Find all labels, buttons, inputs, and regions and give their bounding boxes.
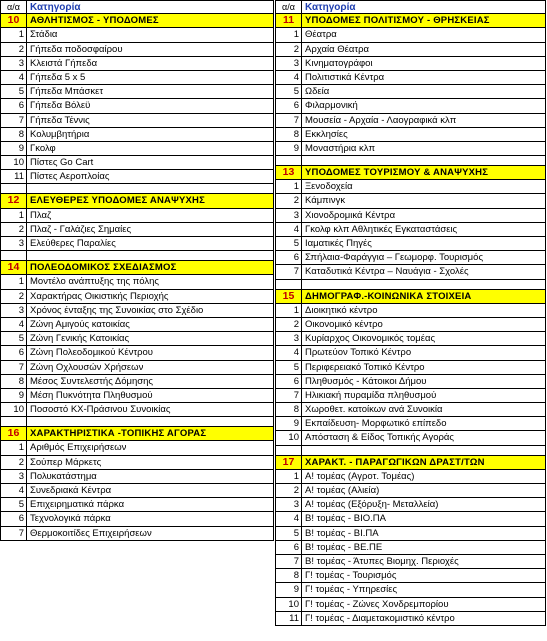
row-number: 6	[276, 541, 302, 554]
header-row	[0, 0, 274, 14]
row-label: Κολυμβητήρια	[30, 128, 90, 140]
table-row	[0, 484, 274, 498]
table-row	[275, 43, 546, 57]
row-label: Μέσος Συντελεστής Δόμησης	[30, 375, 154, 387]
spacer-cell	[276, 156, 302, 165]
table-row	[275, 431, 546, 445]
row-label: Οικονομικό κέντρο	[305, 318, 383, 330]
table-row	[275, 265, 546, 279]
row-label: Γ! τομέας - Ζώνες Χονδρεμπορίου	[305, 598, 449, 610]
spacer-cell	[276, 446, 302, 455]
table-row	[275, 114, 546, 128]
table-row	[275, 512, 546, 526]
row-number: 1	[276, 304, 302, 317]
table-row	[275, 598, 546, 612]
row-number: 4	[276, 512, 302, 525]
spacer-row	[275, 156, 546, 166]
row-number: 3	[276, 332, 302, 345]
section-header	[275, 14, 546, 28]
row-label: Ηλικιακή πυραμίδα πληθυσμού	[305, 389, 437, 401]
table-row	[275, 223, 546, 237]
spacer-row	[275, 280, 546, 290]
header-row	[275, 0, 546, 14]
row-label: Κλειστά Γήπεδα	[30, 57, 98, 69]
row-number: 4	[1, 484, 27, 497]
row-label: Ζώνη Γενικής Κατοικίας	[30, 333, 130, 345]
spacer-row	[0, 251, 274, 261]
table-row	[275, 85, 546, 99]
row-label: Εκπαίδευση- Μορφωτικό επίπεδο	[305, 418, 447, 430]
row-number: 2	[276, 43, 302, 56]
table-row	[0, 170, 274, 184]
row-label: Πολυκατάστημα	[30, 470, 97, 482]
table-row	[0, 332, 274, 346]
section-header	[275, 166, 546, 180]
right-table	[275, 0, 546, 626]
row-number: 3	[1, 237, 27, 250]
table-row	[0, 346, 274, 360]
table-row	[0, 28, 274, 42]
row-number: 5	[276, 361, 302, 374]
row-label: Πίστες Go Cart	[30, 157, 94, 169]
row-label: Ελεύθερες Παραλίες	[30, 238, 116, 249]
row-number: 3	[1, 57, 27, 70]
section-title: ΥΠΟΔΟΜΕΣ ΤΟΥΡΙΣΜΟΥ & ΑΝΑΨΥΧΗΣ	[305, 167, 489, 179]
table-row	[275, 583, 546, 597]
table-row	[275, 251, 546, 265]
row-number: 4	[1, 71, 27, 84]
table-row	[0, 498, 274, 512]
table-row	[275, 527, 546, 541]
row-label: Χαρακτήρας Οικιστικής Περιοχής	[30, 290, 169, 302]
row-number: 2	[276, 318, 302, 331]
row-number: 6	[276, 375, 302, 388]
row-label: Ζώνη Οχλουσών Χρήσεων	[30, 361, 144, 373]
row-number: 6	[1, 346, 27, 359]
section-number: 10	[1, 14, 27, 27]
row-label: Πρωτεύον Τοπικό Κέντρο	[305, 347, 412, 359]
table-row	[0, 275, 274, 289]
header-number: α/α	[1, 1, 27, 13]
table-row	[275, 28, 546, 42]
row-number: 5	[1, 85, 27, 98]
section-title: ΠΟΛΕΟΔΟΜΙΚΟΣ ΣΧΕΔΙΑΣΜΟΣ	[30, 262, 177, 274]
row-label: Αρχαία Θέατρα	[305, 43, 369, 55]
table-row	[275, 332, 546, 346]
section-header	[275, 456, 546, 470]
row-number: 2	[276, 194, 302, 207]
table-row	[0, 527, 274, 541]
header-label: Κατηγορία	[305, 2, 356, 13]
table-row	[275, 389, 546, 403]
section-number: 13	[276, 166, 302, 179]
section-number: 17	[276, 456, 302, 469]
row-label: Ιαματικές Πηγές	[305, 238, 372, 249]
row-number: 1	[1, 441, 27, 454]
row-number: 9	[276, 583, 302, 596]
row-label: Α! τομέας (Εξόρυξη- Μεταλλεία)	[305, 499, 439, 511]
table-row	[275, 484, 546, 498]
table-row	[275, 470, 546, 484]
row-number: 4	[276, 346, 302, 359]
row-number: 1	[1, 28, 27, 41]
row-number: 10	[1, 403, 27, 416]
row-label: Αριθμός Επιχειρήσεων	[30, 442, 127, 454]
row-number: 6	[1, 512, 27, 525]
table-row	[275, 99, 546, 113]
table-row	[275, 541, 546, 555]
section-title: ΧΑΡΑΚΤ. - ΠΑΡΑΓΩΓΙΚΩΝ ΔΡΑΣΤ/ΤΩΝ	[305, 456, 485, 468]
row-label: Γήπεδα Μπάσκετ	[30, 86, 104, 98]
row-label: Γ! τομέας - Τουρισμός	[305, 570, 397, 582]
row-number: 1	[276, 28, 302, 41]
table-row	[0, 403, 274, 417]
row-number: 1	[276, 180, 302, 193]
row-number: 11	[276, 612, 302, 625]
row-label: Γ! τομέας - Διαμετακομιστικό κέντρο	[305, 612, 455, 624]
table-row	[0, 85, 274, 99]
row-label: Εκκλησίες	[305, 128, 348, 140]
section-title: ΕΛΕΥΘΕΡΕΣ ΥΠΟΔΟΜΕΣ ΑΝΑΨΥΧΗΣ	[30, 195, 205, 207]
row-label: Ποσοστό ΚΧ-Πράσινου Συνοικίας	[30, 404, 171, 416]
table-row	[275, 403, 546, 417]
row-number: 6	[276, 99, 302, 112]
row-label: Καταδυτικά Κέντρα – Ναυάγια - Σχολές	[305, 266, 469, 278]
row-label: Διοικητικό κέντρο	[305, 304, 378, 316]
row-number: 9	[1, 142, 27, 155]
table-row	[0, 223, 274, 237]
table-row	[0, 361, 274, 375]
row-number: 7	[276, 389, 302, 402]
row-label: Μέση Πυκνότητα Πληθυσμού	[30, 389, 153, 401]
row-label: Πληθυσμός - Κάτοικοι Δήμου	[305, 375, 427, 387]
table-row	[275, 375, 546, 389]
row-number: 3	[1, 304, 27, 317]
table-row	[275, 180, 546, 194]
section-title: ΧΑΡΑΚΤΗΡΙΣΤΙΚΑ -ΤΟΠΙΚΗΣ ΑΓΟΡΑΣ	[30, 428, 207, 440]
table-row	[275, 71, 546, 85]
row-label: Φιλαρμονική	[305, 100, 358, 112]
row-number: 9	[1, 389, 27, 402]
table-row	[0, 512, 274, 526]
row-label: Ζώνη Αμιγούς κατοικίας	[30, 318, 130, 330]
row-number: 7	[1, 361, 27, 374]
row-number: 1	[1, 275, 27, 288]
row-label: Σούπερ Μάρκετς	[30, 456, 102, 468]
row-label: Πλαζ - Γαλάζιες Σημαίες	[30, 223, 132, 235]
section-header	[275, 290, 546, 304]
row-label: Γκολφ κλπ Αθλητικές Εγκαταστάσεις	[305, 223, 458, 235]
spacer-row	[0, 417, 274, 427]
row-number: 5	[276, 85, 302, 98]
row-label: Γ! τομέας - Υπηρεσίες	[305, 584, 398, 596]
row-label: Χρόνος ένταξης της Συνοικίας στο Σχέδιο	[30, 304, 204, 316]
section-number: 16	[1, 427, 27, 440]
row-label: Γήπεδα 5 x 5	[30, 71, 86, 83]
table-row	[275, 194, 546, 208]
row-label: Α! τομέας (Αλιεία)	[305, 485, 380, 496]
row-number: 5	[1, 498, 27, 511]
row-label: Κυρίαρχος Οικονομικός τομέας	[305, 333, 436, 345]
row-number: 2	[1, 223, 27, 236]
table-row	[275, 209, 546, 223]
row-label: Μουσεία - Αρχαία - Λαογραφικά κλπ	[305, 114, 457, 126]
row-number: 7	[276, 114, 302, 127]
row-number: 6	[276, 251, 302, 264]
row-number: 11	[1, 170, 27, 183]
row-label: Πίστες Αερoπλοίας	[30, 171, 110, 183]
table-row	[275, 555, 546, 569]
row-number: 5	[276, 527, 302, 540]
spacer-cell	[1, 184, 27, 193]
row-label: Τεχνολογικά πάρκα	[30, 513, 111, 525]
section-number: 12	[1, 194, 27, 207]
row-label: Β! τομέας - ΒΙΟ.ΠΑ	[305, 513, 386, 525]
section-number: 15	[276, 290, 302, 303]
row-number: 8	[1, 375, 27, 388]
row-number: 1	[276, 470, 302, 483]
table-row	[0, 71, 274, 85]
table-row	[275, 612, 546, 626]
table-row	[0, 389, 274, 403]
table-row	[0, 375, 274, 389]
row-number: 8	[276, 403, 302, 416]
row-number: 10	[276, 598, 302, 611]
table-row	[275, 318, 546, 332]
table-row	[275, 569, 546, 583]
header-number: α/α	[276, 1, 302, 13]
table-row	[0, 470, 274, 484]
row-label: Ζώνη Πολεοδομικού Κέντρου	[30, 347, 153, 359]
section-header	[0, 14, 274, 28]
row-number: 3	[276, 498, 302, 511]
row-number: 7	[276, 555, 302, 568]
table-row	[0, 142, 274, 156]
table-row	[275, 304, 546, 318]
table-row	[275, 417, 546, 431]
table-row	[275, 346, 546, 360]
row-number: 8	[276, 569, 302, 582]
table-row	[0, 156, 274, 170]
table-row	[275, 57, 546, 71]
table-row	[0, 237, 274, 251]
table-row	[275, 142, 546, 156]
section-header	[0, 427, 274, 441]
row-number: 4	[1, 318, 27, 331]
spacer-cell	[1, 251, 27, 260]
section-header	[0, 194, 274, 208]
section-header	[0, 261, 274, 275]
row-label: Θέατρα	[305, 29, 337, 41]
table-row	[275, 128, 546, 142]
row-label: Γήπεδα Βόλεϋ	[30, 100, 91, 112]
row-number: 10	[276, 431, 302, 444]
row-label: Θερμοκοιτίδες Επιχειρήσεων	[30, 527, 152, 539]
row-number: 4	[276, 223, 302, 236]
section-number: 14	[1, 261, 27, 274]
row-label: Γκολφ	[30, 142, 56, 154]
row-label: Μοναστήρια κλπ	[305, 142, 376, 154]
row-label: Απόσταση & Είδος Τοπικής Αγοράς	[305, 432, 454, 444]
row-label: Β! τομέας - ΒΕ.ΠΕ	[305, 541, 383, 553]
row-number: 6	[1, 99, 27, 112]
row-label: Β! τομέας - ΒΙ.ΠΑ	[305, 527, 379, 539]
spacer-cell	[1, 417, 27, 426]
table-row	[0, 209, 274, 223]
row-number: 8	[276, 128, 302, 141]
row-number: 7	[1, 114, 27, 127]
row-label: Πολιτιστικά Κέντρα	[305, 71, 385, 83]
table-row	[0, 99, 274, 113]
row-label: Χιονοδρομικά Κέντρα	[305, 209, 396, 221]
row-label: Β! τομέας - Άτυπες Βιομηχ. Περιοχές	[305, 555, 459, 567]
row-label: Σπήλαια-Φαράγγια – Γεωμορφ. Τουρισμός	[305, 252, 484, 264]
row-number: 2	[276, 484, 302, 497]
row-number: 2	[1, 43, 27, 56]
row-number: 3	[1, 470, 27, 483]
table-row	[0, 456, 274, 470]
row-label: Ξενοδοχεία	[305, 181, 353, 193]
table-row	[0, 441, 274, 455]
row-number: 9	[276, 417, 302, 430]
row-label: Συνεδριακά Κέντρα	[30, 485, 112, 496]
table-row	[275, 361, 546, 375]
spacer-cell	[276, 280, 302, 289]
row-number: 7	[276, 265, 302, 278]
table-row	[275, 498, 546, 512]
row-number: 2	[1, 456, 27, 469]
row-label: Ωδεία	[305, 86, 330, 98]
row-number: 5	[1, 332, 27, 345]
table-row	[0, 128, 274, 142]
table-row	[0, 57, 274, 71]
row-number: 3	[276, 57, 302, 70]
section-title: ΥΠΟΔΟΜΕΣ ΠΟΛΙΤΙΣΜΟΥ - ΘΡΗΣΚΕΙΑΣ	[305, 15, 490, 27]
row-number: 2	[1, 290, 27, 303]
row-number: 4	[276, 71, 302, 84]
table-row	[275, 237, 546, 251]
row-label: Πλαζ	[30, 209, 52, 221]
header-label: Κατηγορία	[30, 2, 81, 13]
section-title: ΑΘΛΗΤΙΣΜΟΣ - ΥΠΟΔΟΜΕΣ	[30, 15, 159, 27]
row-number: 1	[1, 209, 27, 222]
row-number: 3	[276, 209, 302, 222]
row-number: 10	[1, 156, 27, 169]
table-row	[0, 318, 274, 332]
table-row	[0, 114, 274, 128]
row-label: Γήπεδα Τέννις	[30, 114, 90, 126]
row-label: Χωροθετ. κατοίκων ανά Συνοικία	[305, 404, 443, 416]
row-label: Κινηματογράφοι	[305, 57, 373, 69]
row-label: Γήπεδα ποδοσφαίρου	[30, 43, 123, 55]
row-number: 9	[276, 142, 302, 155]
row-number: 5	[276, 237, 302, 250]
spacer-row	[0, 184, 274, 194]
section-number: 11	[276, 14, 302, 27]
row-label: Στάδια	[30, 29, 58, 41]
section-title: ΔΗΜΟΓΡΑΦ.-ΚΟΙΝΩΝΙΚΑ ΣΤΟΙΧΕΙΑ	[305, 290, 472, 302]
left-table	[0, 0, 274, 541]
row-label: Κάμπινγκ	[305, 195, 346, 207]
spacer-row	[275, 446, 546, 456]
row-label: Α! τομέας (Αγροτ. Τομέας)	[305, 470, 415, 482]
row-label: Περιφερειακό Τοπικό Κέντρο	[305, 361, 425, 373]
row-number: 8	[1, 128, 27, 141]
table-row	[0, 290, 274, 304]
row-label: Μοντέλο ανάπτυξης της πόλης	[30, 276, 159, 288]
table-row	[0, 43, 274, 57]
row-number: 7	[1, 527, 27, 540]
row-label: Επιχειρηματικά πάρκα	[30, 499, 125, 511]
table-row	[0, 304, 274, 318]
